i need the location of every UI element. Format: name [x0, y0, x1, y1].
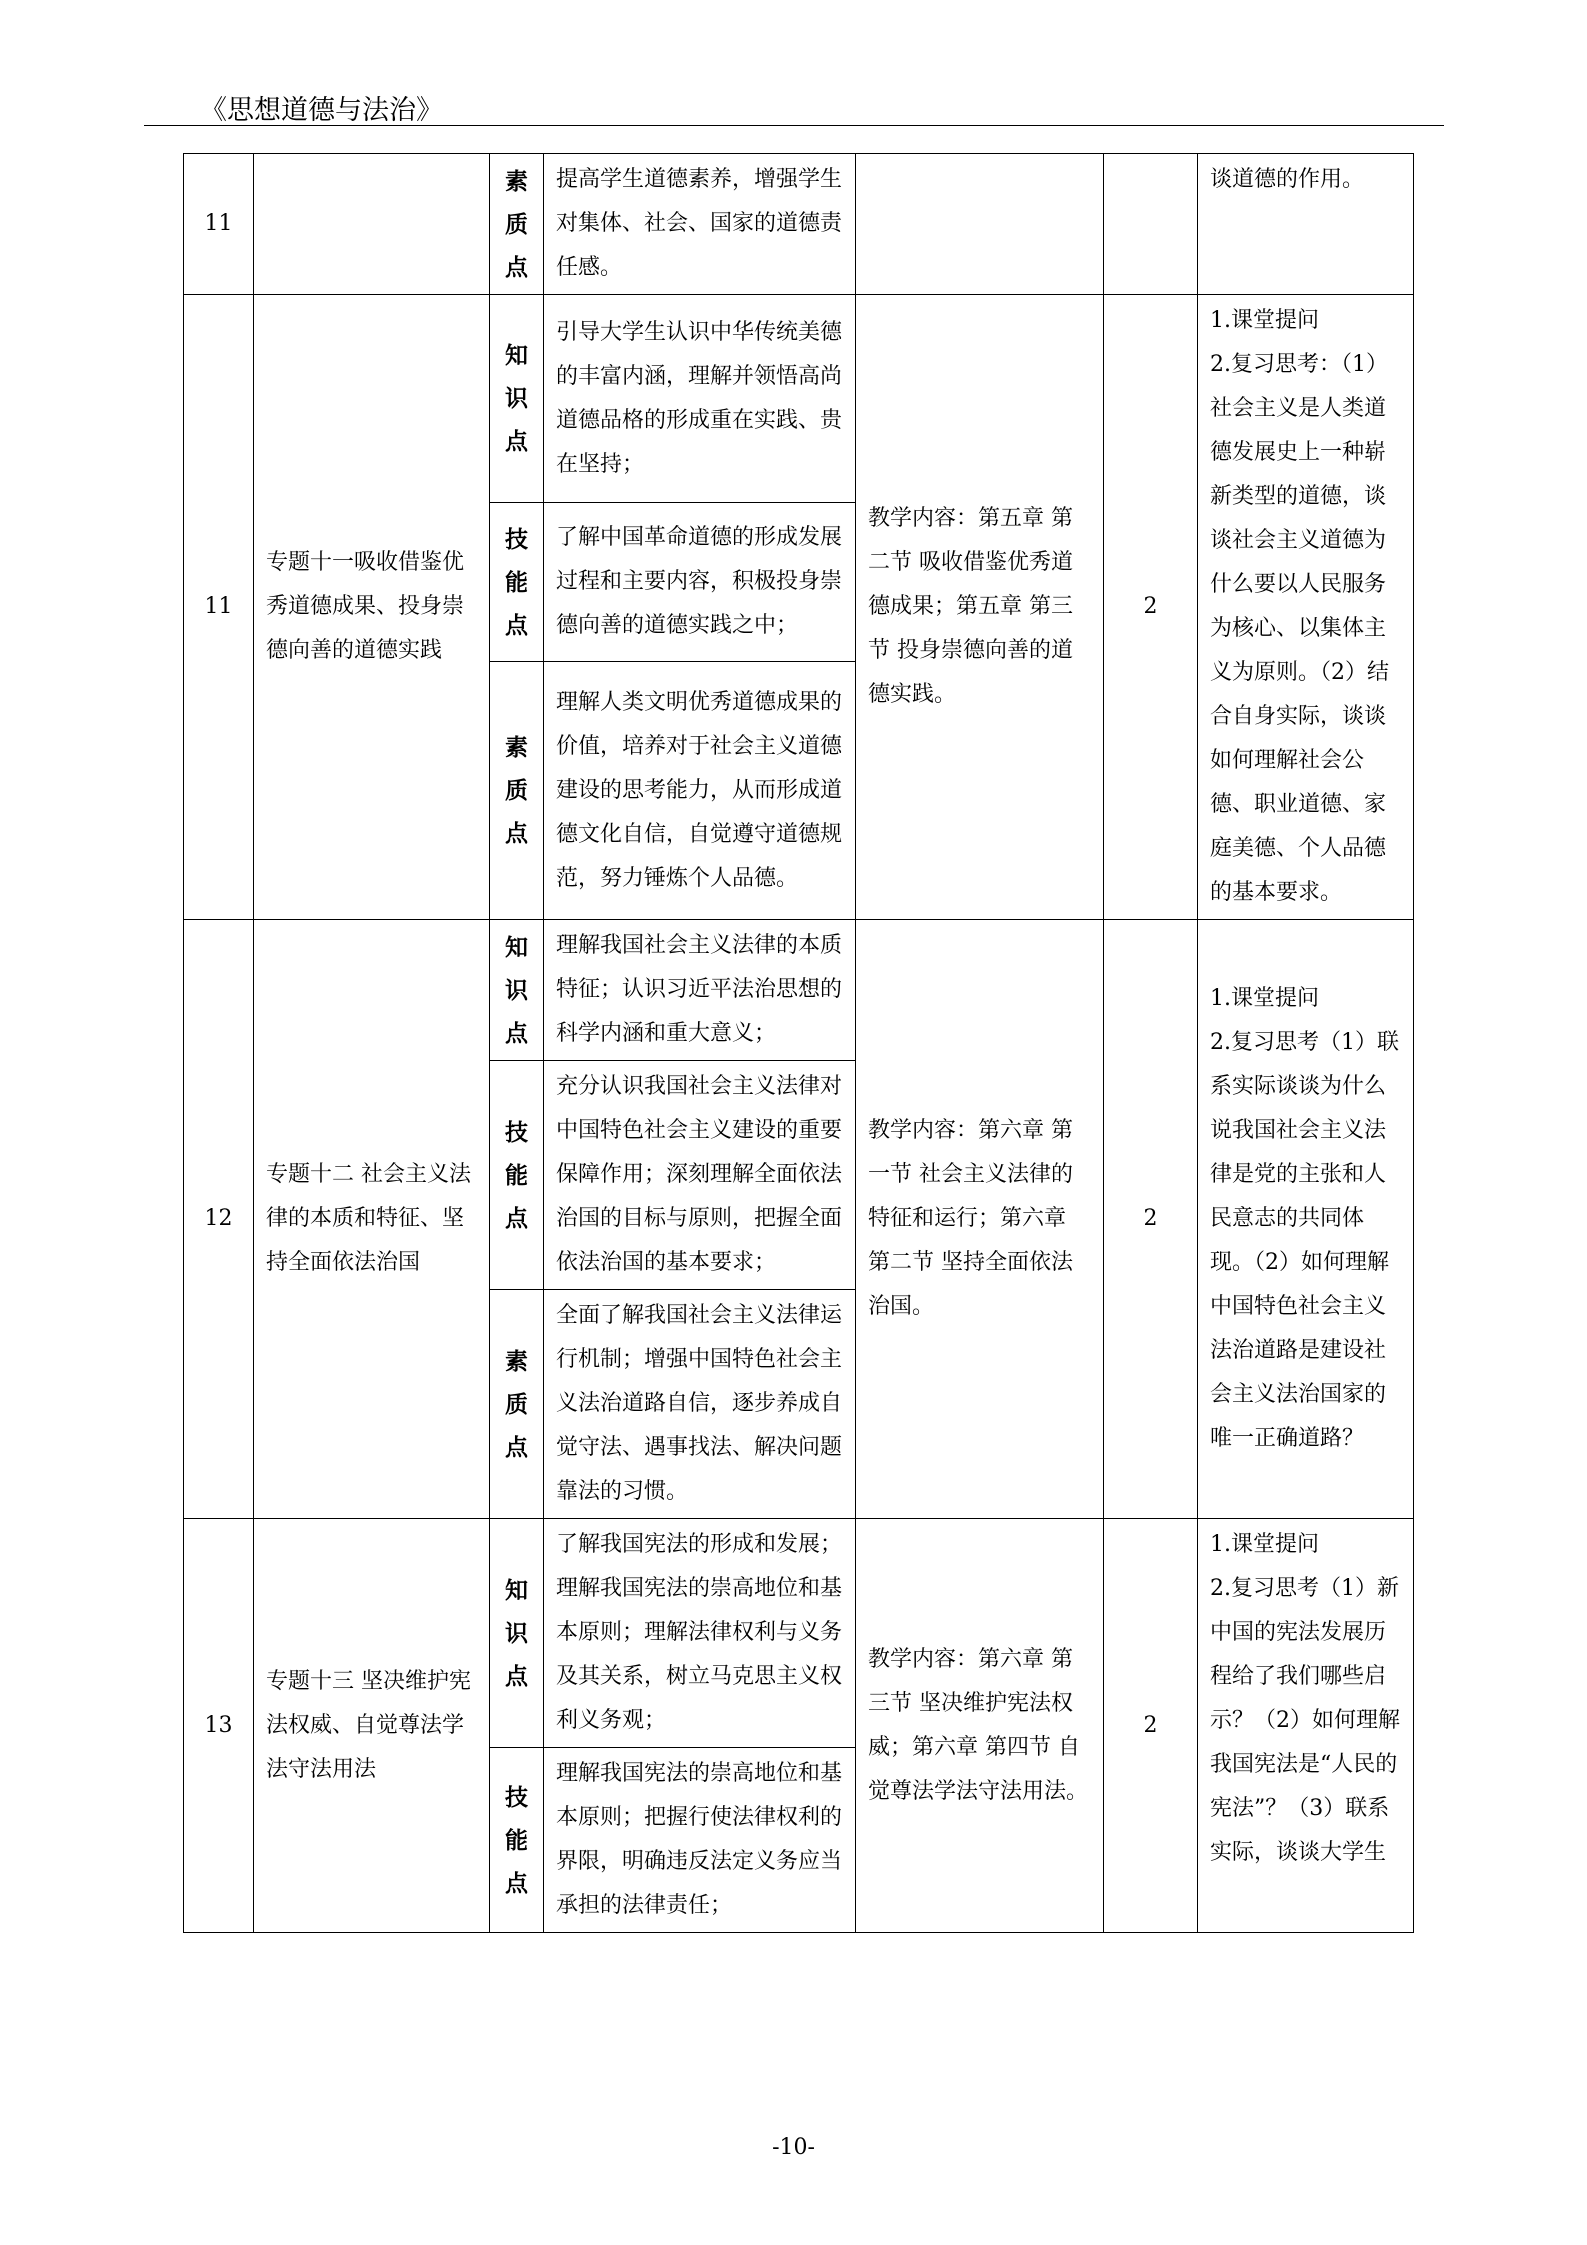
point-text: 理解人类文明优秀道德成果的价值，培养对于社会主义道德建设的思考能力，从而形成道德文化自信，自觉遵守道德规范，努力锤炼个人品德。 — [544, 662, 856, 920]
topic-cell: 专题十三 坚决维护宪法权威、自觉尊法学法守法用法 — [254, 1519, 490, 1933]
questions-cell: 1.课堂提问 2.复习思考（1）新中国的宪法发展历程给了我们哪些启示？（2）如何理解我国宪法是“人民的宪法”？（3）联系实际，谈谈大学生 — [1198, 1519, 1414, 1933]
point-text: 全面了解我国社会主义法律运行机制；增强中国特色社会主义法治道路自信，逐步养成自觉守法、遇事找法、解决问题靠法的习惯。 — [544, 1290, 856, 1519]
table-row — [184, 295, 1414, 503]
point-text: 理解我国宪法的崇高地位和基本原则；把握行使法律权利的界限，明确违反法定义务应当承担的法律责任； — [544, 1748, 856, 1933]
point-type: 知识点 — [490, 295, 544, 503]
hours-cell: 2 — [1104, 920, 1198, 1519]
table-row — [184, 154, 1414, 295]
point-text: 充分认识我国社会主义法律对中国特色社会主义建设的重要保障作用；深刻理解全面依法治国的目标与原则，把握全面依法治国的基本要求； — [544, 1061, 856, 1290]
hours-cell — [1104, 154, 1198, 295]
point-text: 理解我国社会主义法律的本质特征；认识习近平法治思想的科学内涵和重大意义； — [544, 920, 856, 1061]
point-text: 引导大学生认识中华传统美德的丰富内涵，理解并领悟高尚道德品格的形成重在实践、贵在坚持； — [544, 295, 856, 503]
page-number: -10- — [772, 2135, 815, 2160]
point-text: 了解我国宪法的形成和发展；理解我国宪法的崇高地位和基本原则；理解法律权利与义务及其关系，树立马克思主义权利义务观； — [544, 1519, 856, 1748]
course-schedule-table — [183, 153, 1414, 1933]
point-type: 知识点 — [490, 920, 544, 1061]
point-type: 知识点 — [490, 1519, 544, 1748]
header-divider — [144, 125, 1444, 126]
row-index: 11 — [184, 295, 254, 920]
row-index: 11 — [184, 154, 254, 295]
topic-cell: 专题十一吸收借鉴优秀道德成果、投身崇德向善的道德实践 — [254, 295, 490, 920]
topic-cell — [254, 154, 490, 295]
point-type: 技能点 — [490, 1748, 544, 1933]
content-cell: 教学内容：第五章 第二节 吸收借鉴优秀道德成果；第五章 第三节 投身崇德向善的道德实践。 — [856, 295, 1104, 920]
table-row — [184, 1519, 1414, 1748]
questions-cell: 1.课堂提问 2.复习思考：（1）社会主义是人类道德发展史上一种崭新类型的道德，谈谈社会主义道德为什么要以人民服务为核心、以集体主义为原则。（2）结合自身实际，谈谈如何理解社会公德、职业道德、家庭美德、个人品德的基本要求。 — [1198, 295, 1414, 920]
row-index: 13 — [184, 1519, 254, 1933]
document-header-title: 《思想道德与法治》 — [200, 95, 443, 126]
point-type: 技能点 — [490, 503, 544, 662]
questions-cell: 1.课堂提问 2.复习思考（1）联系实际谈谈为什么说我国社会主义法律是党的主张和人民意志的共同体现。（2）如何理解中国特色社会主义法治道路是建设社会主义法治国家的唯一正确道路？ — [1198, 920, 1414, 1519]
point-type: 素质点 — [490, 662, 544, 920]
point-text: 了解中国革命道德的形成发展过程和主要内容，积极投身崇德向善的道德实践之中； — [544, 503, 856, 662]
point-type: 技能点 — [490, 1061, 544, 1290]
content-cell: 教学内容：第六章 第三节 坚决维护宪法权威；第六章 第四节 自觉尊法学法守法用法。 — [856, 1519, 1104, 1933]
content-cell: 教学内容：第六章 第一节 社会主义法律的特征和运行；第六章 第二节 坚持全面依法治国。 — [856, 920, 1104, 1519]
hours-cell: 2 — [1104, 295, 1198, 920]
content-cell — [856, 154, 1104, 295]
topic-cell: 专题十二 社会主义法律的本质和特征、坚持全面依法治国 — [254, 920, 490, 1519]
point-type: 素质点 — [490, 154, 544, 295]
point-text: 提高学生道德素养，增强学生对集体、社会、国家的道德责任感。 — [544, 154, 856, 295]
row-index: 12 — [184, 920, 254, 1519]
point-type: 素质点 — [490, 1290, 544, 1519]
table-row — [184, 920, 1414, 1061]
questions-cell: 谈道德的作用。 — [1198, 154, 1414, 295]
hours-cell: 2 — [1104, 1519, 1198, 1933]
